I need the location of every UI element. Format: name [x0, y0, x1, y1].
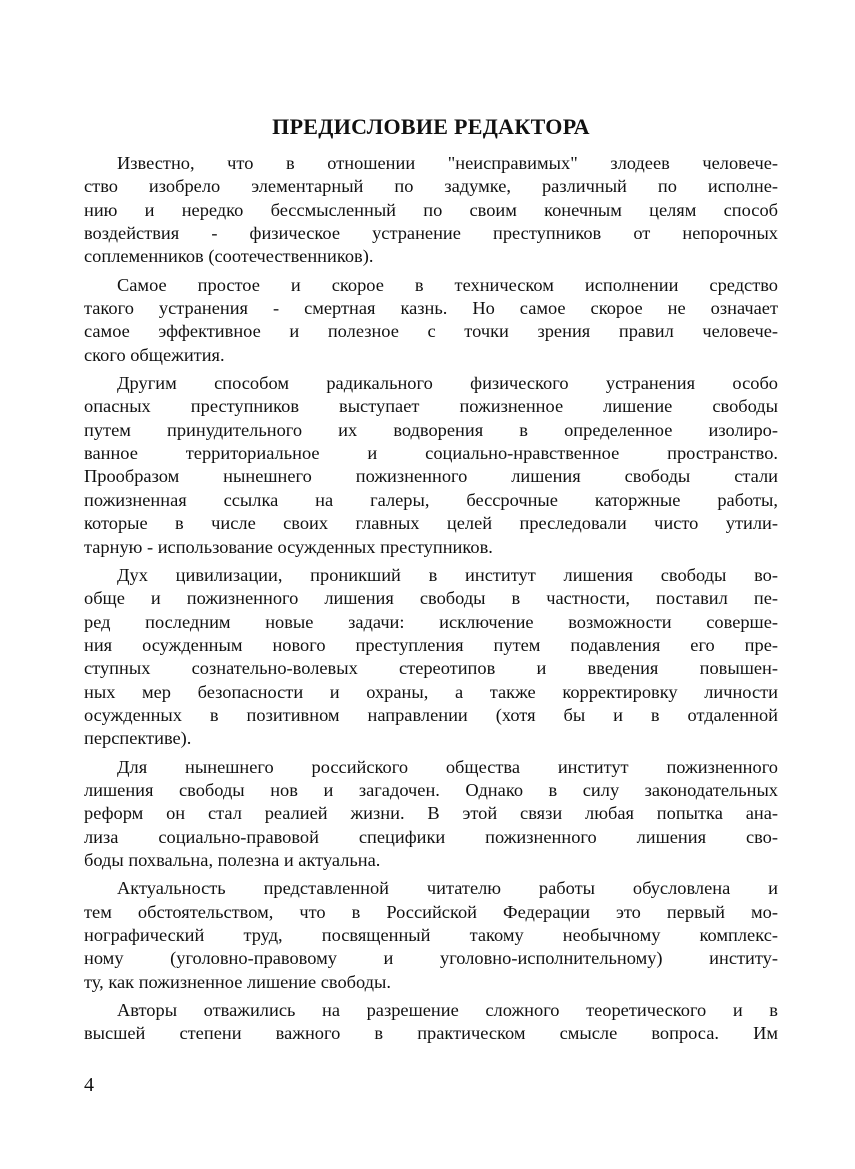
text-line: лиза социально-правовой специфики пожизненного лишения сво-: [84, 826, 778, 847]
text-line: Для нынешнего российского общества институт пожизненного: [117, 756, 778, 777]
text-line: ному (уголовно-правовому и уголовно-исполнительному) институ-: [84, 948, 778, 969]
text-line: осужденных в позитивном направлении (хотя бы и в отдаленной: [84, 704, 778, 725]
text-line: соплеменников (соотечественников).: [84, 246, 374, 267]
page-title: ПРЕДИСЛОВИЕ РЕДАКТОРА: [272, 114, 590, 139]
text-line: лишения свободы нов и загадочен. Однако в силу законодательных: [84, 779, 778, 800]
text-line: высшей степени важного в практическом смысле вопроса. Им: [84, 1023, 778, 1044]
paragraph: [84, 152, 778, 269]
text-line: ред последним новые задачи: исключение возможности соверше-: [84, 611, 778, 632]
page-number: 4: [84, 1074, 94, 1096]
text-line: ных мер безопасности и охраны, а также корректировку личности: [84, 681, 778, 702]
text-line: Актуальность представленной читателю работы обусловлена и: [117, 878, 778, 899]
paragraph: [84, 999, 778, 1046]
paragraph: [84, 564, 778, 751]
text-line: Дух цивилизации, проникший в институт лишения свободы во-: [117, 564, 778, 585]
text-line: Авторы отважились на разрешение сложного теоретического и в: [117, 1000, 778, 1021]
text-line: перспективе).: [84, 728, 192, 749]
text-line: тарную - использование осужденных преступников.: [84, 536, 493, 557]
text-line: Самое простое и скорое в техническом исполнении средство: [117, 274, 778, 295]
text-line: ство изобрело элементарный по задумке, различный по исполне-: [84, 176, 778, 197]
paragraph: [84, 372, 778, 559]
text-line: боды похвальна, полезна и актуальна.: [84, 849, 381, 870]
text-line: обще и пожизненного лишения свободы в частности, поставил пе-: [84, 588, 778, 609]
text-line: путем принудительного их водворения в определенное изолиро-: [84, 419, 778, 440]
text-line: тем обстоятельством, что в Российской Федерации это первый мо-: [84, 901, 778, 922]
text-line: опасных преступников выступает пожизненное лишение свободы: [84, 396, 778, 417]
text-line: пожизненная ссылка на галеры, бессрочные каторжные работы,: [84, 489, 778, 510]
text-line: нию и нередко бессмысленный по своим конечным целям способ: [84, 199, 778, 220]
text-line: нографический труд, посвященный такому необычному комплекс-: [84, 925, 778, 945]
text-line: Прообразом нынешнего пожизненного лишения свободы стали: [84, 466, 778, 487]
text-line: Известно, что в отношении "неисправимых" злодеев человече-: [117, 153, 778, 173]
text-line: ния осужденным нового преступления путем подавления его пре-: [84, 634, 778, 655]
text-line: самое эффективное и полезное с точки зрения правил человече-: [84, 321, 778, 342]
text-line: такого устранения - смертная казнь. Но самое скорое не означает: [84, 298, 778, 319]
text-line: ступных сознательно-волевых стереотипов и введения повышен-: [84, 658, 778, 679]
paragraph: [84, 274, 778, 367]
text-line: ту, как пожизненное лишение свободы.: [84, 971, 391, 992]
text-line: ского общежития.: [84, 344, 225, 365]
text-line: реформ он стал реалией жизни. В этой связи любая попытка ана-: [84, 803, 778, 824]
text-line: Другим способом радикального физического устранения особо: [117, 373, 778, 394]
paragraph: [84, 756, 778, 873]
text-line: которые в числе своих главных целей преследовали чисто утили-: [84, 513, 778, 534]
body-text: [84, 152, 778, 1051]
text-line: ванное территориальное и социально-нравственное пространство.: [84, 443, 778, 464]
text-line: воздействия - физическое устранение преступников от непорочных: [84, 223, 778, 244]
paragraph: [84, 877, 778, 994]
book-page: [84, 0, 778, 1169]
